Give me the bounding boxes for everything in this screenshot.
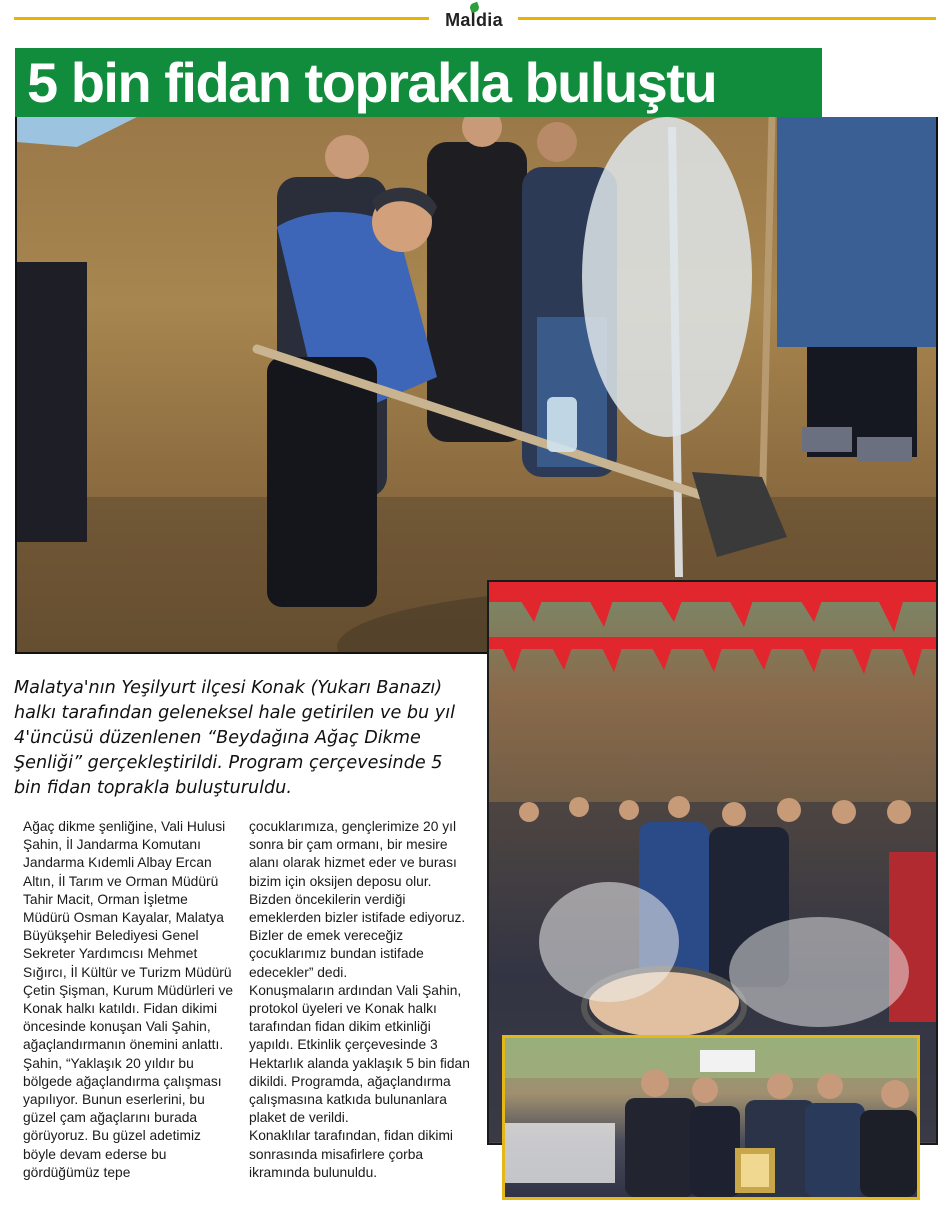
main-photo-tree-planting (15, 117, 938, 654)
headline: 5 bin fidan toprakla buluştu (15, 48, 822, 117)
body-paragraph: Konuşmaların ardından Vali Şahin, protokol üyeleri ve Konak halkı tarafından fidan dikim etkinliği yapıldı. Etkinlik çerçevesinde 3 Hektarlık alanda yaklaşık 5 bin fidan dikildi. Programda, ağaçlandırma çalışmasına katkıda bulunanlara plaket de verildi. (249, 982, 470, 1126)
lead-paragraph: Malatya'nın Yeşilyurt ilçesi Konak (Yukarı Banazı) halkı tarafından geleneksel hale getirilen ve bu yıl 4'üncüsü düzenlenen “Beydağına Ağaç Dikme Şenliği” gerçekleştirildi. Program çerçevesinde 5 bin fidan toprakla buluşturuldu. (14, 678, 455, 798)
body-column-2 (249, 818, 471, 1182)
logo-text: Maldia (445, 10, 503, 30)
inset-photo-plaque-award (502, 1035, 920, 1200)
masthead-logo (432, 3, 516, 33)
body-paragraph: çocuklarımıza, gençlerimize 20 yıl sonra bir çam ormanı, bir mesire alanı olarak hizmet eder ve burası bizim için oksijen deposu olur. Bizden öncekilerin verdiği emeklerden bizler istifade ediyoruz. Bizler de emek vereceğiz çocuklarımız bundan istifade edecekler” dedi. (249, 819, 466, 980)
body-paragraph: Ağaç dikme şenliğine, Vali Hulusi Şahin, İl Jandarma Komutanı Jandarma Kıdemli Albay Ercan Altın, İl Tarım ve Orman Müdürü Tahir Macit, Orman İşletme Müdürü Osman Kayalar, Malatya Büyükşehir Belediyesi Genel Sekreter Yardımcısı Mehmet Sığırcı, İl Kültür ve Turizm Müdürü Çetin Şişman, Kurum Müdürleri ve Konak halkı katıldı. Fidan dikimi öncesinde konuşan Vali Şahin, ağaçlandırmanın önemini anlattı. Şahin, “Yaklaşık 20 yıldır bu bölgede ağaçlandırma çalışması yapılıyor. Bunun eserlerini, bu güzel çam ağaçlarını burada görüyoruz. Bu güzel adetimiz böyle devam ederse bu gördüğümüz tepe (23, 819, 234, 1180)
body-paragraph: Konaklılar tarafından, fidan dikimi sonrasında misafirlere çorba ikramında bulunuldu. (249, 1128, 453, 1180)
inset-photo-illustration (505, 1038, 917, 1197)
header-rule-left (14, 17, 429, 20)
main-photo-illustration (17, 117, 936, 652)
body-column-1 (23, 818, 236, 1182)
header-rule-right (518, 17, 936, 20)
